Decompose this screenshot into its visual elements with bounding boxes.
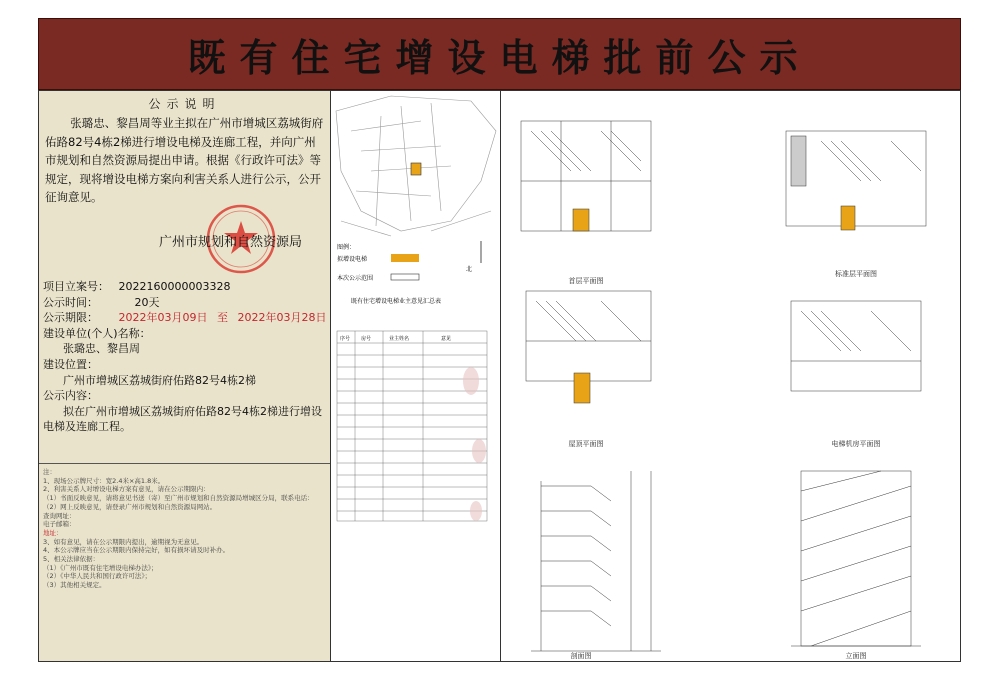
site-plan-panel [331, 91, 501, 661]
drawing-label-section: 剖面图 [570, 652, 592, 660]
title-banner [38, 18, 961, 90]
table-header-owner: 业主姓名 [389, 336, 410, 342]
footnote-line: 电子邮箱： [43, 520, 76, 529]
project-no-label: 项目立案号： [43, 280, 109, 293]
architectural-drawings [501, 91, 960, 661]
content-label: 公示内容： [43, 389, 98, 403]
floor-plan-roof [526, 291, 651, 403]
page-title: 既有住宅增设电梯批前公示 [187, 35, 812, 80]
drawing-label-machine-room: 电梯机房平面图 [831, 440, 881, 448]
footnote-line: 查询网址： [43, 511, 76, 520]
legend-item-elevator: 拟增设电梯 [337, 256, 368, 263]
table-header-index: 序号 [340, 336, 351, 342]
notice-heading: 公示说明 [148, 97, 221, 111]
footnote-line: （2）网上反映意见，请登录广州市规划和自然资源局网站。 [43, 502, 217, 511]
notice-panel [39, 91, 331, 661]
drawing-label-roof: 屋顶平面图 [568, 440, 604, 448]
floor-plan-standard [786, 131, 926, 230]
dates-label: 公示期限： [43, 311, 98, 325]
footnotes [39, 463, 331, 661]
footnote-line: 2、利害关系人对增设电梯方案有意见，请在公示期限内： [43, 485, 210, 494]
drawing-label-standard: 标准层平面图 [835, 270, 877, 278]
footnote-line: 4、本公示牌应当在公示期限内保持完好，如有损坏请及时补办。 [43, 546, 230, 555]
project-no-row [43, 279, 327, 295]
applicant-value: 张璐忠、黎昌周 [63, 342, 140, 356]
project-info [43, 279, 327, 435]
location-label: 建设位置： [43, 357, 98, 371]
period-label: 公示时间： [43, 295, 98, 309]
table-header-opinion: 意见 [441, 336, 452, 342]
floor-plan-machine-room [791, 301, 921, 391]
notice-body: 张璐忠、黎昌周等业主拟在广州市增城区荔城街府佑路82号4栋2梯进行增设电梯及连廊工程，并向广州市规划和自然资源局提出申请。根据《行政许可法》等规定，现将增设电梯方案向利害关系人进行公示，公开征询意见。 [45, 116, 324, 204]
footnote-line: （1）《广州市既有住宅增设电梯办法》； [43, 563, 158, 572]
drawings-panel [501, 91, 960, 661]
legend-title: 图例： [337, 244, 356, 251]
site-plan-drawing [331, 91, 501, 661]
date-from: 2022年03月09日 [118, 311, 208, 325]
drawing-label-ground: 首层平面图 [568, 277, 604, 285]
opinion-table-title: 既有住宅增设电梯业主意见汇总表 [351, 298, 442, 305]
site-map [336, 96, 496, 236]
north-label: 北 [466, 266, 473, 273]
section-drawing [531, 471, 661, 651]
drawing-label-elevation: 立面图 [845, 652, 867, 660]
legend-item-scope: 本次公示范围 [337, 275, 374, 282]
project-no-value: 2022160000003328 [118, 280, 231, 293]
signature-marks [463, 367, 486, 521]
legend-swatch-elevator [391, 254, 419, 262]
location-value: 广州市增城区荔城街府佑路82号4栋2梯 [63, 373, 256, 387]
footnote-line: （1）书面反映意见，请将意见书送（寄）至广州市规划和自然资源局增城区分局，联系电话： [43, 494, 314, 503]
authority-name: 广州市规划和自然资源局 [159, 235, 303, 250]
date-to: 2022年03月28日 [237, 311, 327, 325]
footnote-line: 注： [43, 468, 56, 476]
opinion-table [337, 331, 487, 521]
footnote-line: 5、相关法律依据： [43, 555, 100, 564]
period-value: 20天 [134, 295, 160, 309]
footnote-line: 1、现场公示牌尺寸：宽2.4米×高1.8米。 [43, 476, 165, 485]
period-row [43, 295, 327, 311]
table-header-room: 房号 [361, 336, 372, 342]
floor-plan-ground [521, 121, 651, 231]
legend-swatch-scope [391, 274, 419, 280]
content-value: 拟在广州市增城区荔城街府佑路82号4栋2梯进行增设电梯及连廊工程。 [43, 404, 322, 434]
elevation-drawing [791, 471, 921, 646]
dates-row [43, 310, 327, 326]
footnote-line: 地址： [43, 528, 63, 537]
applicant-label: 建设单位(个人)名称： [43, 326, 151, 340]
footnote-line: （2）《中华人民共和国行政许可法》； [43, 572, 152, 581]
footnote-line: （3）其他相关规定。 [43, 581, 106, 590]
north-arrow [466, 241, 481, 273]
date-separator: 至 [217, 311, 228, 325]
footnote-line: 3、如有意见，请在公示期限内提出，逾期视为无意见。 [43, 537, 204, 546]
notice-board [38, 90, 961, 662]
